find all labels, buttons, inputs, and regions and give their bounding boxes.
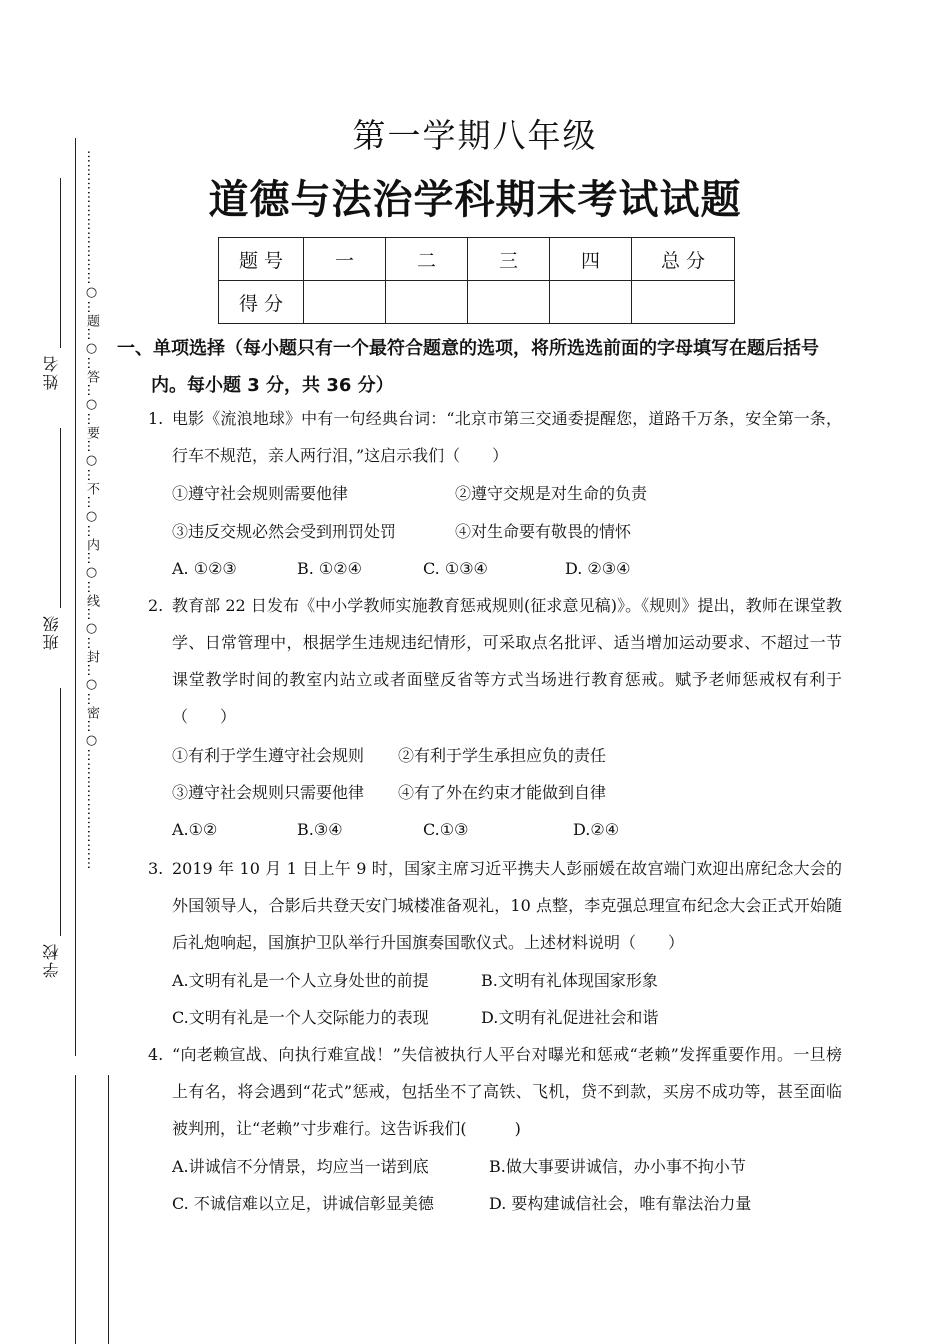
- question-stem: 电影《流浪地球》中有一句经典台词：“北京市第三交通委提醒您，道路千万条，安全第一条，行车不规范，亲人两行泪，”这启示我们（ ）: [172, 409, 842, 465]
- score-header-cell: 二: [386, 238, 468, 281]
- answer-choice[interactable]: D.文明有礼促进社会和谐: [481, 1008, 659, 1027]
- answer-choice[interactable]: D. ②③④: [565, 559, 631, 578]
- statement-item: ①有利于学生遵守社会规则: [172, 746, 365, 765]
- score-cell[interactable]: [468, 281, 550, 324]
- question-2: [148, 587, 842, 735]
- score-header-cell: 三: [468, 238, 550, 281]
- question-3: [148, 850, 842, 961]
- statement-item: ②遵守交规是对生命的负责: [455, 484, 648, 503]
- answer-choice[interactable]: C.文明有礼是一个人交际能力的表现: [172, 1008, 429, 1027]
- answer-choice[interactable]: A.讲诚信不分情景，均应当一诺到底: [172, 1157, 429, 1176]
- class-label: 班级: [42, 614, 61, 650]
- score-header-cell: 一: [304, 238, 386, 281]
- answer-choice[interactable]: C. 不诚信难以立足，讲诚信彰显美德: [172, 1194, 434, 1213]
- answer-choice[interactable]: B.③④: [297, 820, 343, 839]
- question-stem: 2019 年 10 月 1 日上午 9 时，国家主席习近平携夫人彭丽媛在故宫端门欢迎出席纪念大会的外国领导人，合影后共登天安门城楼准备观礼，10 点整，李克强总理宣布纪念大会正式开始随后礼炮响起，国旗护卫队举行升国旗奏国歌仪式。上述材料说明（ ）: [172, 859, 842, 952]
- statement-item: ④对生命要有敬畏的情怀: [455, 522, 632, 541]
- question-number: 3.: [148, 859, 164, 878]
- answer-choice[interactable]: C.①③: [423, 820, 469, 839]
- score-cell[interactable]: [632, 281, 735, 324]
- school-label: 学校: [42, 942, 61, 978]
- score-header-cell: 四: [550, 238, 632, 281]
- score-header-cell: 总 分: [632, 238, 735, 281]
- binding-line-lower: [75, 1075, 76, 1344]
- statement-item: ②有利于学生承担应负的责任: [398, 746, 607, 765]
- score-table: [218, 237, 735, 324]
- seal-line-text: …………………………○…题…○…答…○…要…○…不…○…内…○…线…○…封…○…密…○………………………: [84, 150, 99, 870]
- score-header-cell: 题 号: [219, 238, 304, 281]
- answer-choice[interactable]: A.①②: [172, 820, 218, 839]
- answer-choice[interactable]: D. 要构建诚信社会，唯有靠法治力量: [489, 1194, 752, 1213]
- class-field[interactable]: [60, 428, 61, 608]
- binding-line-upper: [75, 138, 76, 1056]
- question-1: [148, 400, 842, 474]
- section-heading-text: 一、单项选择（每小题只有一个最符合题意的选项，将所选选前面的字母填写在题后括号内。每小题 3 分，共 36 分）: [117, 338, 819, 396]
- question-number: 2.: [148, 596, 164, 615]
- question-stem: 教育部 22 日发布《中小学教师实施教育惩戒规则(征求意见稿)》。《规则》提出，教师在课堂教学、日常管理中，根据学生违规违纪情形，可采取点名批评、适当增加运动要求、不超过一节课堂教学时间的教室内站立或者面壁反省等方式当场进行教育惩戒。赋予老师惩戒权有利于（ ）: [172, 596, 842, 726]
- question-stem: “向老赖宣战、向执行难宣战！”失信被执行人平台对曝光和惩戒“老赖”发挥重要作用。一旦榜上有名，将会遇到“花式”惩戒，包括坐不了高铁、飞机，贷不到款，买房不成功等，甚至面临被判刑，让“老赖”寸步难行。这告诉我们( ): [172, 1045, 842, 1138]
- answer-choice[interactable]: A.文明有礼是一个人立身处世的前提: [172, 971, 429, 990]
- answer-choice[interactable]: C. ①③④: [423, 559, 488, 578]
- score-cell[interactable]: [550, 281, 632, 324]
- score-row-label: 得 分: [219, 281, 304, 324]
- school-field[interactable]: [60, 688, 61, 936]
- answer-choice[interactable]: D.②④: [573, 820, 620, 839]
- question-4: [148, 1036, 842, 1147]
- exam-term: 第一学期八年级: [352, 116, 598, 155]
- score-table-score-row: [219, 281, 735, 324]
- score-table-header-row: [219, 238, 735, 281]
- statement-item: ③违反交规必然会受到刑罚处罚: [172, 522, 397, 541]
- statement-item: ③遵守社会规则只需要他律: [172, 783, 365, 802]
- statement-item: ①遵守社会规则需要他律: [172, 484, 349, 503]
- score-cell[interactable]: [304, 281, 386, 324]
- section-heading: [117, 330, 842, 404]
- exam-title: 道德与法治学科期末考试试题: [208, 177, 742, 223]
- statement-item: ④有了外在约束才能做到自律: [398, 783, 607, 802]
- question-number: 4.: [148, 1045, 164, 1064]
- binding-line-lower-right: [108, 1075, 109, 1344]
- name-label: 姓名: [42, 354, 61, 390]
- answer-choice[interactable]: B.文明有礼体现国家形象: [481, 971, 658, 990]
- answer-choice[interactable]: B.做大事要讲诚信，办小事不拘小节: [489, 1157, 746, 1176]
- answer-choice[interactable]: A. ①②③: [172, 559, 237, 578]
- score-cell[interactable]: [386, 281, 468, 324]
- question-number: 1.: [148, 409, 164, 428]
- answer-choice[interactable]: B. ①②④: [297, 559, 362, 578]
